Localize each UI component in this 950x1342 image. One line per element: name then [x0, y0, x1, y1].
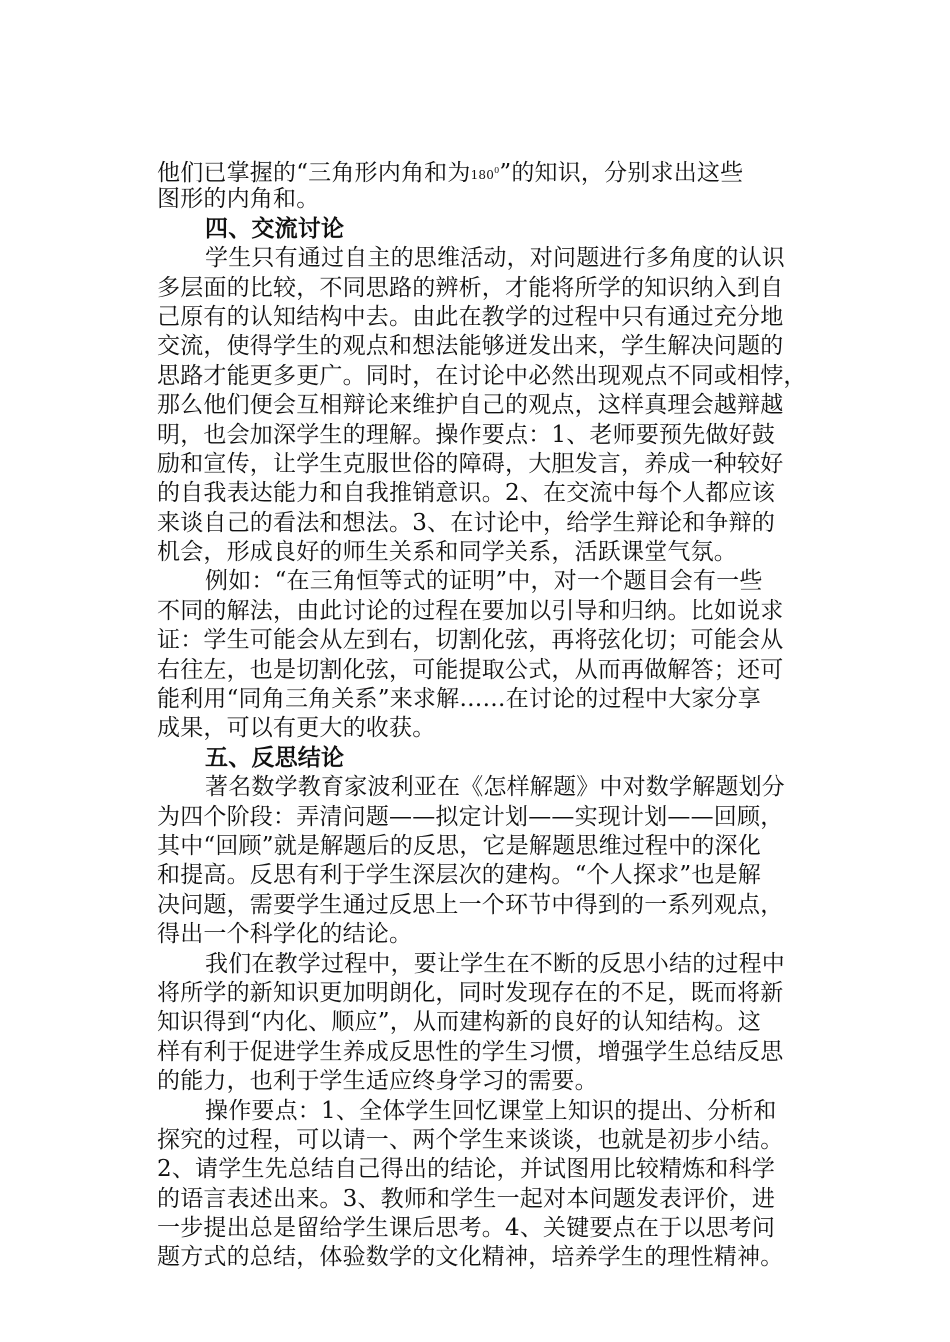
- paragraph-line: 决问题，需要学生通过反思上一个环节中得到的一系列观点，: [157, 891, 784, 918]
- paragraph-line: 励和宣传，让学生克服世俗的障碍，大胆发言，养成一种较好: [157, 450, 784, 477]
- paragraph-line: 己原有的认知结构中去。由此在教学的过程中只有通过充分地: [157, 303, 784, 330]
- paragraph-line: 著名数学教育家波利亚在《怎样解题》中对数学解题划分: [205, 774, 785, 801]
- paragraph-line: 图形的内角和。: [157, 186, 320, 213]
- paragraph-line: 探究的过程，可以请一、两个学生来谈谈，也就是初步小结。: [157, 1126, 784, 1153]
- paragraph-line: 那么他们便会互相辩论来维护自己的观点，这样真理会越辩越: [157, 392, 784, 419]
- paragraph-line: 成果，可以有更大的收获。: [157, 715, 436, 742]
- section-heading: 四、交流讨论: [205, 215, 345, 242]
- degree-superscript: 0: [494, 166, 500, 175]
- paragraph-line: 右往左，也是切割化弦，可能提取公式，从而再做解答；还可: [157, 656, 784, 683]
- section-heading: 五、反思结论: [205, 744, 345, 771]
- paragraph-line: 样有利于促进学生养成反思性的学生习惯，增强学生总结反思: [157, 1038, 784, 1065]
- paragraph-line: 明，也会加深学生的理解。操作要点：1、老师要预先做好鼓: [157, 421, 776, 448]
- paragraph-line: 例如：“在三角恒等式的证明”中，对一个题目会有一些: [205, 568, 763, 595]
- paragraph-line: 将所学的新知识更加明朗化，同时发现存在的不足，既而将新: [157, 979, 784, 1006]
- paragraph-line: 能利用“同角三角关系”来求解……在讨论的过程中大家分享: [157, 686, 761, 713]
- paragraph-line: [157, 156, 857, 185]
- paragraph-line: 和提高。反思有利于学生深层次的建构。“个人探求”也是解: [157, 862, 761, 889]
- paragraph-line: 操作要点：1、全体学生回忆课堂上知识的提出、分析和: [205, 1097, 777, 1124]
- paragraph-line: 题方式的总结，体验数学的文化精神，培养学生的理性精神。: [157, 1244, 784, 1271]
- document-page: [157, 156, 857, 1273]
- paragraph-line: 为四个阶段：弄清问题——拟定计划——实现计划——回顾，: [157, 803, 784, 830]
- paragraph-line: 机会，形成良好的师生关系和同学关系，活跃课堂气氛。: [157, 539, 737, 566]
- paragraph-line: 一步提出总是留给学生课后思考。4、关键要点在于以思考问: [157, 1215, 776, 1242]
- paragraph-line: 来谈自己的看法和想法。3、在讨论中，给学生辩论和争辩的: [157, 509, 776, 536]
- angle-value: 180: [470, 168, 495, 182]
- line-text: ”的知识，分别求出这些: [499, 160, 744, 186]
- paragraph-line: 我们在教学过程中，要让学生在不断的反思小结的过程中: [205, 950, 785, 977]
- paragraph-line: 学生只有通过自主的思维活动，对问题进行多角度的认识: [205, 245, 785, 272]
- paragraph-line: 得出一个科学化的结论。: [157, 921, 413, 948]
- line-text: 他们已掌握的“三角形内角和为: [157, 160, 471, 186]
- paragraph-line: 交流，使得学生的观点和想法能够迸发出来，学生解决问题的: [157, 333, 784, 360]
- paragraph-line: 的语言表述出来。3、教师和学生一起对本问题发表评价，进: [157, 1185, 776, 1212]
- paragraph-line: 多层面的比较，不同思路的辨析，才能将所学的知识纳入到自: [157, 274, 784, 301]
- paragraph-line: 证：学生可能会从左到右，切割化弦，再将弦化切；可能会从: [157, 627, 784, 654]
- paragraph-line: 思路才能更多更广。同时，在讨论中必然出现观点不同或相悖，: [157, 362, 807, 389]
- paragraph-line: 的能力，也利于学生适应终身学习的需要。: [157, 1068, 598, 1095]
- paragraph-line: 其中“回顾”就是解题后的反思，它是解题思维过程中的深化: [157, 832, 761, 859]
- paragraph-line: 不同的解法，由此讨论的过程在要加以引导和归纳。比如说求: [157, 597, 784, 624]
- paragraph-line: 2、请学生先总结自己得出的结论，并试图用比较精炼和科学: [157, 1156, 776, 1183]
- paragraph-line: 的自我表达能力和自我推销意识。2、在交流中每个人都应该: [157, 480, 776, 507]
- paragraph-line: 知识得到“内化、顺应”，从而建构新的良好的认知结构。这: [157, 1009, 761, 1036]
